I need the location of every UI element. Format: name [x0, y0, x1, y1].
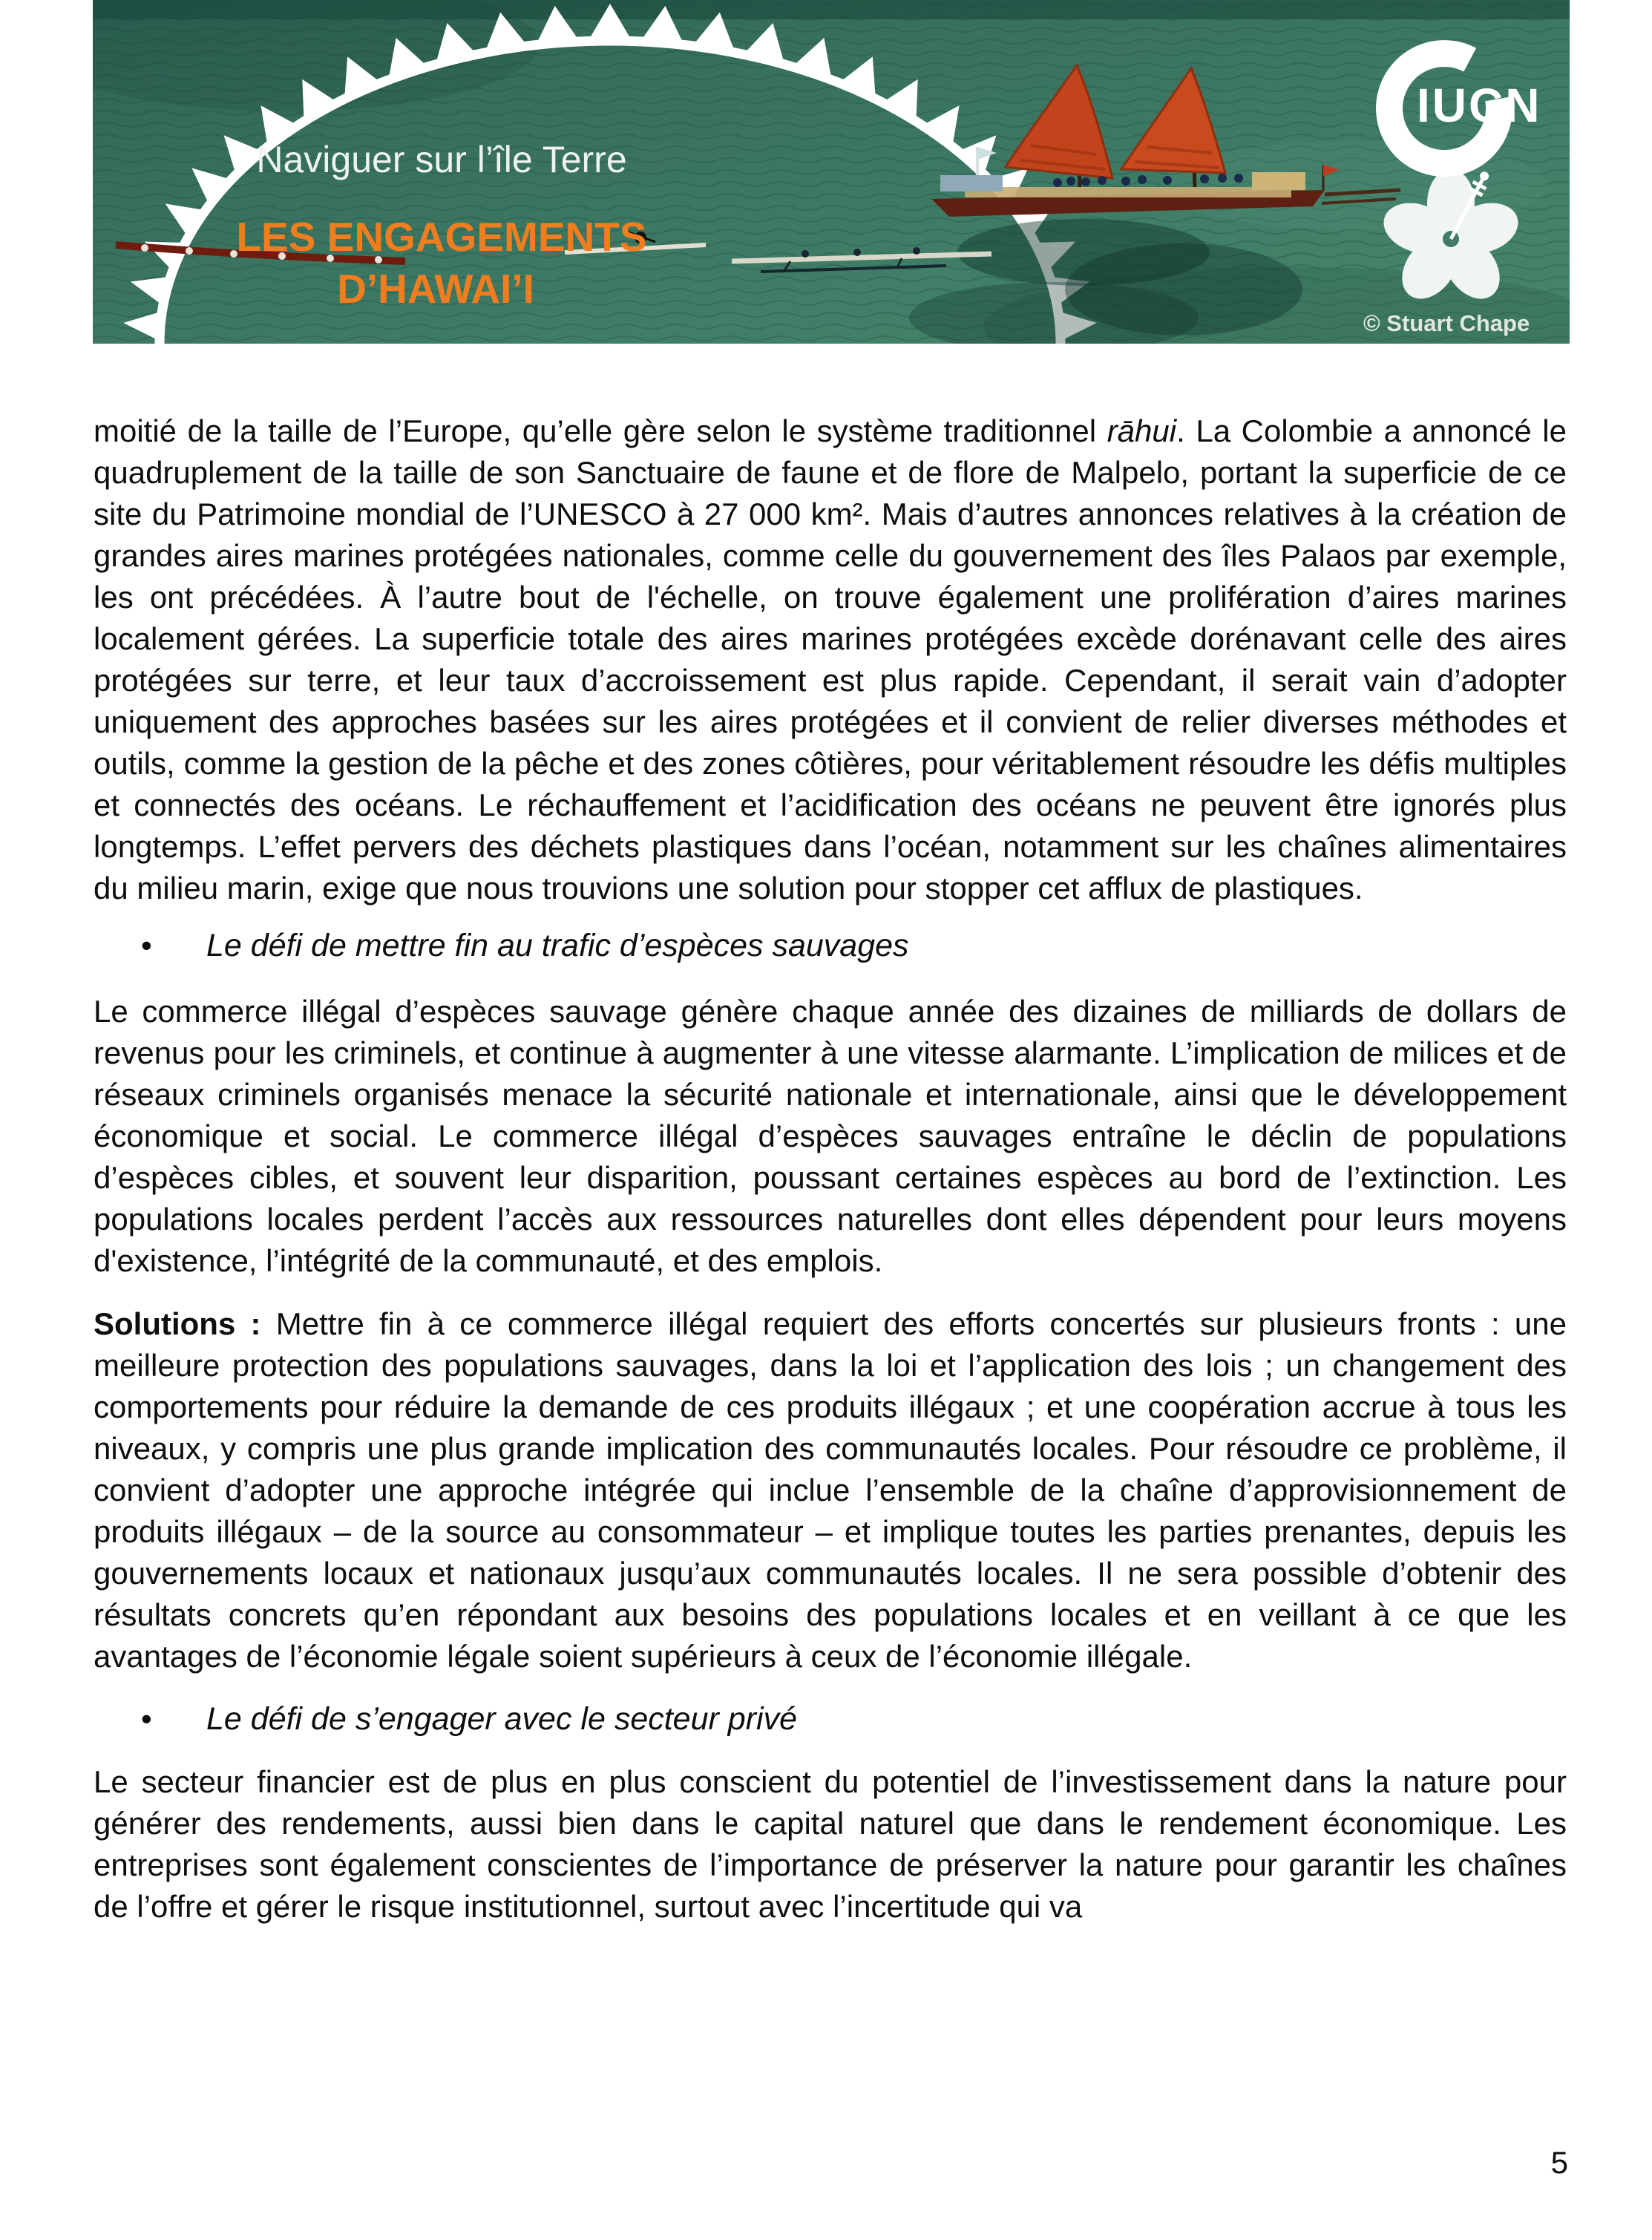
paragraph-4: Le secteur financier est de plus en plus conscient du potentiel de l’investissement dans la nature pour générer des rendements, aussi bien dans le capital naturel que dans le rendement économique. Les entreprises sont également conscientes de l’importance de préserver la nature pour garantir les chaînes de l’offre et gérer le risque institutionnel, surtout avec l’incertitude qui va — [94, 1764, 1567, 1924]
banner-heading-line2: D’HAWAI’I — [337, 266, 534, 312]
bullet-heading-2: Le défi de s’engager avec le secteur privé — [206, 1701, 797, 1737]
paragraph-3: Solutions : Mettre fin à ce commerce illégal requiert des efforts concertés sur plusieurs fronts : une meilleure protection des populations sauvages, dans la loi et l’application des lois ; un changement des comportements pour réduire la demande de ces produits illégaux ; et une coopération accrue à tous les niveaux, y compris une plus grande implication des communautés locales. Pour résoudre ce problème, il convient d’adopter une approche intégrée qui inclue l’ensemble de la chaîne d’approvisionnement de produits illégaux – de la source au consommateur – et implique toutes les parties prenantes, depuis les gouvernements locaux et nationaux jusqu’aux communautés locales. Il ne sera possible d’obtenir des résultats concrets qu’en répondant aux besoins des populations locales et en veillant à ce que les avantages de l’économie légale soient supérieurs à ceux de l’économie illégale. — [94, 1306, 1567, 1674]
paragraph-2: Le commerce illégal d’espèces sauvage génère chaque année des dizaines de milliards de dollars de revenus pour les criminels, et continue à augmenter à une vitesse alarmante. L’implication de milices et de réseaux criminels organisés menace la sécurité nationale et internationale, ainsi que le développement économique et social. Le commerce illégal d’espèces sauvages entraîne le déclin de populations d’espèces cibles, et souvent leur disparition, poussant certaines espèces au bord de l’extinction. Les populations locales perdent l’accès aux ressources naturelles dont elles dépendent pour leurs moyens d'existence, l’intégrité de la communauté, et des emplois. — [94, 994, 1567, 1278]
bullet-item-2 — [94, 1698, 1567, 1740]
bullet-icon: • — [141, 928, 152, 963]
banner-heading-line1: LES ENGAGEMENTS — [236, 214, 647, 260]
banner — [93, 0, 1570, 344]
bullet-item-1 — [94, 925, 1567, 966]
document-body — [94, 344, 1567, 1928]
iucn-logo-text: IUCN — [1417, 79, 1542, 132]
photo-credit: © Stuart Chape — [1363, 310, 1530, 336]
page-number: 5 — [1550, 2145, 1568, 2180]
banner-photo — [93, 0, 1570, 344]
bullet-heading-1: Le défi de mettre fin au trafic d’espèces sauvages — [206, 928, 909, 963]
bullet-icon: • — [141, 1701, 152, 1736]
banner-title: Naviguer sur l’île Terre — [256, 139, 627, 180]
paragraph-1: moitié de la taille de l’Europe, qu’elle gère selon le système traditionnel rāhui. La Colombie a annoncé le quadruplement de la taille de son Sanctuaire de faune et de flore de Malpelo, portant la superficie de ce site du Patrimoine mondial de l’UNESCO à 27 000 km². Mais d’autres annonces relatives à la création de grandes aires marines protégées nationales, comme celle du gouvernement des îles Palaos par exemple, les ont précédées. À l’autre bout de l'échelle, on trouve également une prolifération d’aires marines localement gérées. La superficie totale des aires marines protégées excède dorénavant celle des aires protégées sur terre, et leur taux d’accroissement est plus rapide. Cependant, il serait vain d’adopter uniquement des approches basées sur les aires protégées et il convient de relier diverses méthodes et outils, comme la gestion de la pêche et des zones côtières, pour véritablement résoudre les défis multiples et connectés des océans. Le réchauffement et l’acidification des océans ne peuvent être ignorés plus longtemps. L’effet pervers des déchets plastiques dans l’océan, notamment sur les chaînes alimentaires du milieu marin, exige que nous trouvions une solution pour stopper cet afflux de plastiques. — [94, 413, 1567, 906]
